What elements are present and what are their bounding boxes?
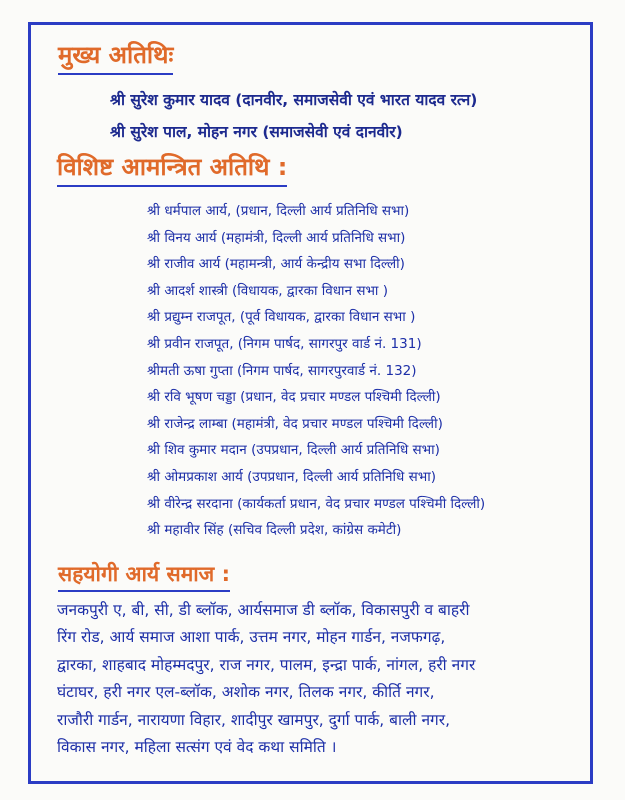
guest-item: श्री धर्मपाल आर्य, (प्रधान, दिल्ली आर्य प्रतिनिधि सभा) (147, 203, 410, 219)
guest-item: श्री राजेन्द्र लाम्बा (महामंत्री, वेद प्रचार मण्डल पश्चिमी दिल्ली) (147, 415, 443, 432)
guest-item: श्री ओमप्रकाश आर्य (उपप्रधान, दिल्ली आर्य प्रतिनिधि सभा) (147, 468, 436, 485)
guest-item: श्री प्रवीन राजपूत, (निगम पार्षद, सागरपुर वार्ड नं. 131) (147, 335, 422, 352)
samaj-heading: सहयोगी आर्य समाज : (58, 560, 230, 588)
guest-item: श्री प्रद्युम्न राजपूत, (पूर्व विधायक, द्वारका विधान सभा ) (147, 309, 416, 326)
special-guests-heading: विशिष्ट आमन्त्रित अतिथि : (57, 150, 287, 183)
guest-item: श्री राजीव आर्य (महामन्त्री, आर्य केन्द्रीय सभा दिल्ली) (147, 256, 405, 273)
guest-item: श्री विनय आर्य (महामंत्री, दिल्ली आर्य प्रतिनिधि सभा) (147, 229, 406, 246)
samaj-line: जनकपुरी ए, बी, सी, डी ब्लॉक, आर्यसमाज डी ब्लॉक, विकासपुरी व बाहरी (57, 601, 470, 619)
guest-item: श्रीमती ऊषा गुप्ता (निगम पार्षद, सागरपुरवार्ड नं. 132) (147, 362, 417, 379)
samaj-line: राजौरी गार्डन, नारायणा विहार, शादीपुर खामपुर, दुर्गा पार्क, बाली नगर, (57, 710, 451, 729)
chief-guest-1: श्री सुरेश कुमार यादव (दानवीर, समाजसेवी एवं भारत यादव रत्न) (110, 91, 478, 109)
samaj-line: द्वारका, शाहबाद मोहम्मदपुर, राज नगर, पालम, इन्द्रा पार्क, नांगल, हरी नगर (57, 655, 476, 674)
chief-guest-2: श्री सुरेश पाल, मोहन नगर (समाजसेवी एवं दानवीर) (110, 123, 403, 141)
chief-guests-heading: मुख्य अतिथिः (58, 38, 173, 71)
heading-underline (58, 590, 230, 592)
special-guests-list (147, 198, 485, 544)
guest-item: श्री वीरेन्द्र सरदाना (कार्यकर्ता प्रधान, वेद प्रचार मण्डल पश्चिमी दिल्ली) (147, 495, 486, 512)
samaj-line: घंटाघर, हरी नगर एल-ब्लॉक, अशोक नगर, तिलक नगर, कीर्ति नगर, (57, 683, 435, 702)
guest-item: श्री शिव कुमार मदान (उपप्रधान, दिल्ली आर्य प्रतिनिधि सभा) (147, 442, 440, 459)
guest-item: श्री आदर्श शास्त्री (विधायक, द्वारका विधान सभा ) (147, 282, 388, 299)
heading-underline (58, 73, 173, 75)
samaj-line: रिंग रोड, आर्य समाज आशा पार्क, उत्तम नगर, मोहन गार्डन, नजफगढ़, (57, 628, 446, 647)
guest-item: श्री रवि भूषण चड्डा (प्रधान, वेद प्रचार मण्डल पश्चिमी दिल्ली) (147, 389, 441, 406)
heading-underline (57, 185, 287, 187)
samaj-list (57, 597, 475, 761)
guest-item: श्री महावीर सिंह (सचिव दिल्ली प्रदेश, कांग्रेस कमेटी) (147, 522, 402, 539)
samaj-line: विकास नगर, महिला सत्संग एवं वेद कथा समिति । (57, 737, 337, 756)
